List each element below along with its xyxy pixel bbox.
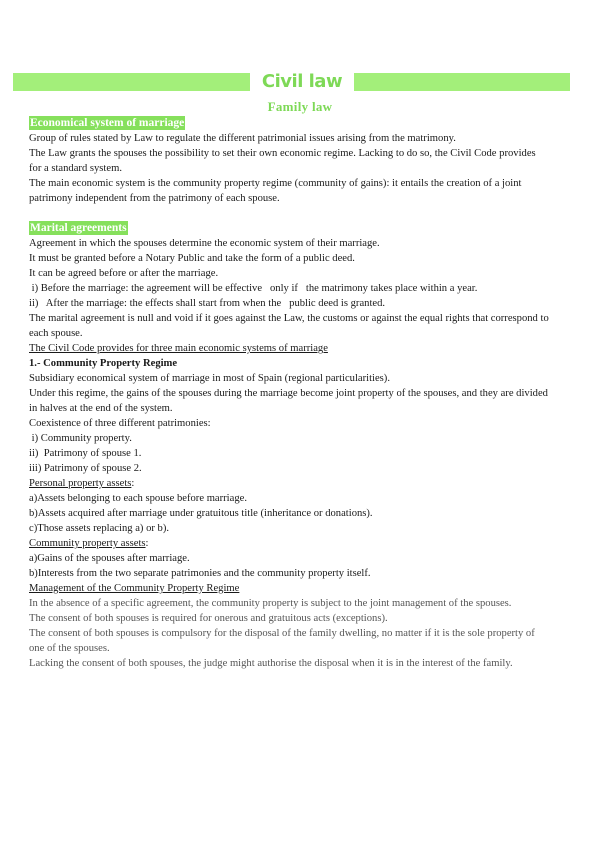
paragraph: The marital agreement is null and void if it goes against the Law, the customs or against the equal rights that correspond to each spouse.	[29, 313, 549, 339]
section-heading-marital: Marital agreements	[30, 222, 127, 234]
paragraph: The consent of both spouses is compulsory for the disposal of the family dwelling, no matter if it is the sole property of one of the spouses.	[29, 628, 535, 654]
paragraph: Agreement in which the spouses determine the economic system of their marriage.	[29, 238, 380, 249]
list-item: iii) Patrimony of spouse 2.	[29, 463, 142, 474]
section-heading-economical: Economical system of marriage	[30, 117, 185, 129]
page-title: Civil law	[250, 70, 354, 94]
paragraph: The Law grants the spouses the possibility to set their own economic regime. Lacking to do so, the Civil Code provides for a standard system.	[29, 148, 536, 174]
paragraph: Group of rules stated by Law to regulate the different patrimonial issues arising from the matrimony.	[29, 133, 456, 144]
subheading-community-assets: Community property assets	[29, 538, 146, 549]
paragraph: The main economic system is the community property regime (community of gains): it entails the creation of a joint patrimony independent from the patrimony of each spouse.	[29, 178, 522, 204]
paragraph: Lacking the consent of both spouses, the judge might authorise the disposal when it is in the interest of the family.	[29, 658, 513, 669]
subheading-community-regime: 1.- Community Property Regime	[29, 358, 178, 369]
page-subtitle: Family law	[267, 99, 333, 114]
subheading-personal-assets: Personal property assets	[29, 478, 132, 489]
list-item: c)Those assets replacing a) or b).	[29, 523, 170, 534]
paragraph: Under this regime, the gains of the spouses during the marriage become joint property of the spouses, and they are divided in halves at the end of the system.	[29, 388, 548, 414]
paragraph: Subsidiary economical system of marriage in most of Spain (regional particularities).	[29, 373, 390, 384]
paragraph: Coexistence of three different patrimonies:	[29, 418, 211, 429]
paragraph: The consent of both spouses is required for onerous and gratuitous acts (exceptions).	[29, 613, 388, 624]
list-item: i) Community property.	[29, 433, 132, 444]
list-item: a)Assets belonging to each spouse before marriage.	[29, 493, 247, 504]
list-item: ii) Patrimony of spouse 1.	[29, 448, 142, 459]
list-item: ii) After the marriage: the effects shall start from when the public deed is granted.	[29, 298, 386, 309]
subheading-management: Management of the Community Property Regime	[29, 583, 240, 594]
paragraph: In the absence of a specific agreement, the community property is subject to the joint management of the spouses.	[29, 598, 512, 609]
list-item: a)Gains of the spouses after marriage.	[29, 553, 190, 564]
list-item: b)Assets acquired after marriage under gratuitous title (inheritance or donations).	[29, 508, 373, 519]
document-body: Economical system of marriage Group of rules stated by Law to regulate the different patrimonial issues arising from the matrimony. The Law grants the spouses the possibility to set their own economic regime. Lacking to do so, the Civil Code provides for a standard system. The main economic system is the community property regime (community of gains): it entails the creation of a joint patrimony independent from the patrimony of each spouse. Marital agreements Agreement in which the spouses determine the economic system of their marriage. It must be granted before a Notary Public and take the form of a public deed. It can be agreed before or after the marriage. i) Before the marriage: the agreement will be effective only if the matrimony takes place within a year. ii) After the marriage: the effects shall start from when the public deed is granted. The marital agreement is null and void if it goes against the Law, the customs or against the equal rights that correspond to each spouse. The Civil Code provides for three main economic systems of marriage 1.- Community Property Regime Subsidiary economical system of marriage in most of Spain (regional particularities). Under this regime, the gains of the spouses during the marriage become joint property of the spouses, and they are divided in halves at the end of the system. Coexistence of three different patrimonies: i) Community property. ii) Patrimony of spouse 1. iii) Patrimony of spouse 2. Personal property assets: a)Assets belonging to each spouse before marriage. b)Assets acquired after marriage under gratuitous title (inheritance or donations). c)Those assets replacing a) or b). Community property assets: a)Gains of the spouses after marriage. b)Interests from the two separate patrimonies and the community property itself. Management of the Community Property Regime In the absence of a specific agreement, the community property is subject to the joint management of the spouses. The consent of both spouses is required for onerous and gratuitous acts (exceptions). The consent of both spouses is compulsory for the disposal of the family dwelling, no matter if it is the sole property of one of the spouses. Lacking the consent of both spouses, the judge might authorise the disposal when it is in the interest of the family.	[29, 117, 549, 669]
paragraph: It must be granted before a Notary Public and take the form of a public deed.	[29, 253, 355, 264]
list-item: i) Before the marriage: the agreement will be effective only if the matrimony takes place within a year.	[29, 283, 478, 294]
paragraph: It can be agreed before or after the marriage.	[29, 268, 219, 279]
subheading-three-systems: The Civil Code provides for three main economic systems of marriage	[29, 343, 328, 354]
list-item: b)Interests from the two separate patrimonies and the community property itself.	[29, 568, 371, 579]
